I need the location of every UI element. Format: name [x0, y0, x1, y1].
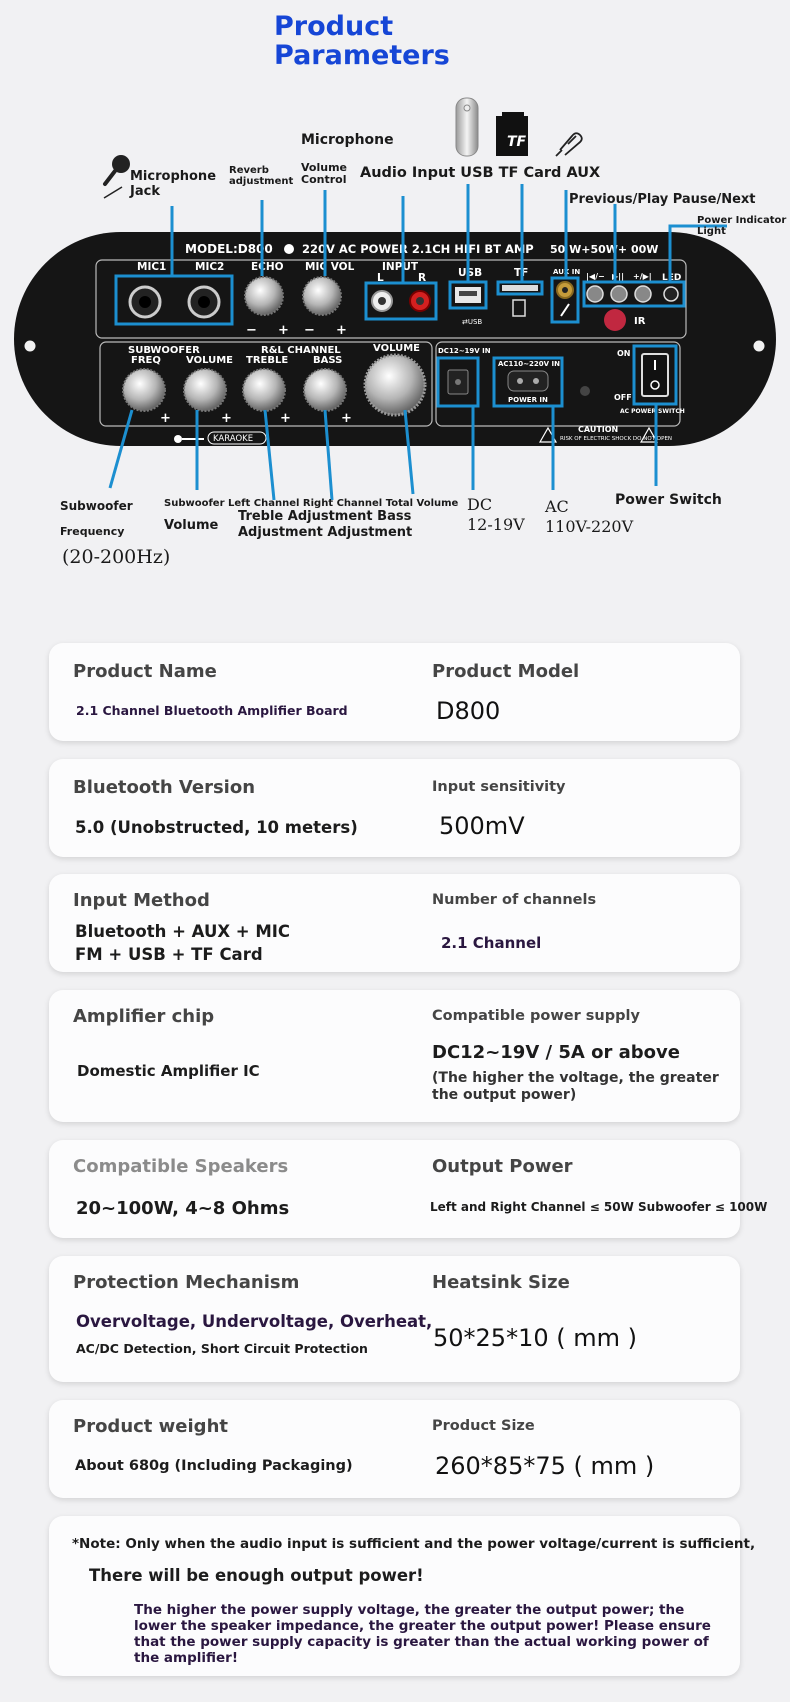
spec-key-power-supply: Compatible power supply — [432, 1008, 640, 1024]
spec-card-amplifier — [49, 990, 740, 1122]
svg-text:+: + — [341, 411, 352, 426]
karaoke-text: KARAOKE — [213, 434, 254, 444]
spec-value-size: 260*85*75 ( mm ) — [435, 1452, 655, 1480]
model-dot — [284, 244, 294, 254]
spec-key-amplifier-chip: Amplifier chip — [73, 1006, 215, 1027]
echo-knob — [245, 277, 283, 315]
board-power-in: POWER IN — [508, 396, 548, 404]
micvol-knob — [303, 277, 341, 315]
microphone-icon — [104, 155, 130, 198]
label-volume-control: Volume Control — [301, 161, 347, 186]
spec-value-bluetooth: 5.0 (Unobstructed, 10 meters) — [75, 818, 358, 837]
svg-text:TF: TF — [507, 134, 527, 150]
board-mic2: MIC2 — [195, 261, 225, 273]
spec-card-weight-size — [49, 1400, 740, 1498]
board-led: LED — [662, 273, 682, 283]
freq-knob — [123, 369, 165, 411]
board-echo: ECHO — [251, 261, 284, 273]
spec-card-speakers — [49, 1140, 768, 1238]
svg-text:+: + — [160, 411, 171, 426]
board-model: MODEL:D800 — [185, 242, 273, 256]
play-button — [611, 286, 627, 302]
spec-value-amplifier-chip: Domestic Amplifier IC — [77, 1062, 260, 1080]
master-volume-knob — [365, 355, 425, 415]
spec-value-heatsink: 50*25*10 ( mm ) — [433, 1324, 637, 1352]
board-volume-main: VOLUME — [373, 343, 420, 354]
label-ac-range: 110V-220V — [545, 517, 634, 536]
note-line-1: *Note: Only when the audio input is sufficient and the power voltage/current is sufficient, — [72, 1536, 756, 1552]
board-ir: IR — [634, 316, 646, 327]
board-bass: BASS — [313, 355, 343, 366]
label-power-switch: Power Switch — [615, 492, 722, 508]
spec-key-product-name: Product Name — [73, 661, 217, 682]
spec-value-weight: About 680g (Including Packaging) — [75, 1458, 353, 1474]
board-input: INPUT — [382, 261, 419, 273]
board-freq: FREQ — [131, 355, 161, 366]
echo-minus: − — [246, 323, 257, 338]
spec-card-protection — [49, 1256, 740, 1382]
board-in-l: L — [377, 272, 384, 284]
tf-slot — [502, 285, 538, 291]
svg-text:+: + — [280, 411, 291, 426]
spec-value-power-supply: DC12~19V / 5A or above — [432, 1042, 680, 1063]
label-adjustment: Adjustment Adjustment — [238, 525, 413, 540]
next-button — [635, 286, 651, 302]
bass-knob — [304, 369, 346, 411]
micvol-plus: + — [336, 323, 347, 338]
board-vol-a: VOLUME — [186, 355, 233, 366]
board-next: +/▶| — [633, 272, 652, 281]
spec-card-input-method — [49, 874, 740, 972]
board-caution: CAUTION — [578, 425, 619, 434]
note-line-2: There will be enough output power! — [89, 1566, 424, 1585]
spec-value-channels: 2.1 Channel — [441, 934, 542, 952]
board-power-text: 220V AC POWER 2.1CH HIFI BT AMP — [302, 242, 534, 256]
board-tf: TF — [514, 267, 529, 279]
micvol-minus: − — [304, 323, 315, 338]
spec-key-sensitivity: Input sensitivity — [432, 779, 566, 795]
sub-volume-knob — [184, 369, 226, 411]
spec-card-bluetooth — [49, 759, 740, 857]
label-reverb: Reverb adjustment — [229, 165, 294, 187]
label-ac: AC — [545, 497, 569, 516]
board-ac-switch: AC POWER SWITCH — [620, 408, 685, 415]
label-dc: DC — [467, 495, 493, 514]
spec-value-product-model: D800 — [436, 697, 501, 725]
spec-key-input-method: Input Method — [73, 890, 210, 911]
title-line-1: Product — [274, 11, 394, 42]
board-in-r: R — [418, 272, 427, 284]
ir-receiver — [604, 309, 626, 331]
spec-value-speakers: 20~100W, 4~8 Ohms — [76, 1198, 290, 1219]
board-micvol: MIC VOL — [305, 261, 355, 273]
spec-key-protection: Protection Mechanism — [73, 1272, 300, 1293]
label-dc-range: 12-19V — [467, 515, 525, 534]
spec-key-output-power: Output Power — [432, 1156, 573, 1177]
spec-value-protection-2: AC/DC Detection, Short Circuit Protection — [76, 1341, 368, 1356]
treble-knob — [243, 369, 285, 411]
board-rl-header: R&L CHANNEL — [261, 345, 341, 356]
board-caution-sub: RISK OF ELECTRIC SHOCK DO NOT OPEN — [560, 436, 673, 442]
label-subwoofer: Subwoofer — [60, 499, 133, 513]
aux-cable-icon — [556, 133, 582, 156]
prev-button — [587, 286, 603, 302]
spec-value-protection-1: Overvoltage, Undervoltage, Overheat, — [76, 1312, 433, 1331]
label-freq-range: (20-200Hz) — [62, 546, 171, 568]
spec-card-name-model — [49, 643, 740, 741]
tf-card-icon — [496, 112, 528, 156]
board-usb: USB — [458, 267, 483, 279]
label-volume: Volume — [164, 518, 219, 533]
mic2-jack — [189, 287, 219, 317]
label-frequency: Frequency — [60, 525, 125, 538]
board-treble: TREBLE — [246, 355, 289, 366]
mount-hole-right — [754, 341, 765, 352]
svg-text:+: + — [221, 411, 232, 426]
amplifier-diagram — [0, 0, 790, 600]
board-on: ON — [617, 349, 631, 358]
board-off: OFF — [614, 393, 632, 402]
note-card — [49, 1516, 756, 1676]
spec-key-product-model: Product Model — [432, 661, 580, 682]
note-line-3: The higher the power supply voltage, the greater the output power; the lower the speaker impedance, the greater the output power! Please ensure that the power supply capacity is greater than the actual working power of the amplifier! — [134, 1602, 711, 1666]
spec-key-bluetooth: Bluetooth Version — [73, 777, 256, 798]
led-indicator — [664, 287, 678, 301]
label-microphone: Microphone — [301, 132, 394, 148]
board-play: ▶|| — [612, 272, 624, 281]
spec-key-channels: Number of channels — [432, 892, 597, 908]
label-microphone-jack: Microphone Jack — [130, 169, 217, 199]
spec-key-size: Product Size — [432, 1418, 535, 1434]
label-prev-play-next: Previous/Play Pause/Next — [569, 192, 756, 207]
board-aux-in: AUX IN — [553, 268, 581, 276]
spec-key-heatsink: Heatsink Size — [432, 1272, 570, 1293]
board-ac-in: AC110~220V IN — [498, 360, 560, 368]
label-audio-input: Audio Input USB TF Card AUX — [360, 165, 601, 181]
spec-key-weight: Product weight — [73, 1416, 228, 1437]
spec-value-power-supply-note: (The higher the voltage, the greater the output power) — [432, 1070, 719, 1103]
title-line-2: Parameters — [274, 40, 450, 71]
spec-value-product-name: 2.1 Channel Bluetooth Amplifier Board — [76, 703, 348, 718]
board-watts: 50 W+50W+ 00W — [550, 243, 659, 256]
mic1-jack — [130, 287, 160, 317]
board-dc-in: DC12~19V IN — [438, 347, 491, 355]
board-sub-header: SUBWOOFER — [128, 345, 200, 356]
board-prev: |◀/− — [586, 272, 605, 281]
spec-value-input-method-2: FM + USB + TF Card — [75, 945, 263, 964]
mount-hole-left — [25, 341, 36, 352]
board-mic1: MIC1 — [137, 261, 167, 273]
label-channel-row: Subwoofer Left Channel Right Channel Total Volume — [164, 498, 459, 509]
flash-drive-icon — [456, 98, 478, 156]
label-power-indicator: Power Indicator Light — [697, 215, 787, 237]
spec-value-output-power: Left and Right Channel ≤ 50W Subwoofer ≤ 100W — [430, 1200, 768, 1214]
usb-logo: ⇄USB — [462, 318, 483, 326]
echo-plus: + — [278, 323, 289, 338]
spec-value-sensitivity: 500mV — [439, 812, 525, 840]
label-treble-bass: Treble Adjustment Bass — [238, 509, 412, 524]
spec-value-input-method-1: Bluetooth + AUX + MIC — [75, 922, 291, 941]
spec-key-speakers: Compatible Speakers — [73, 1156, 289, 1177]
